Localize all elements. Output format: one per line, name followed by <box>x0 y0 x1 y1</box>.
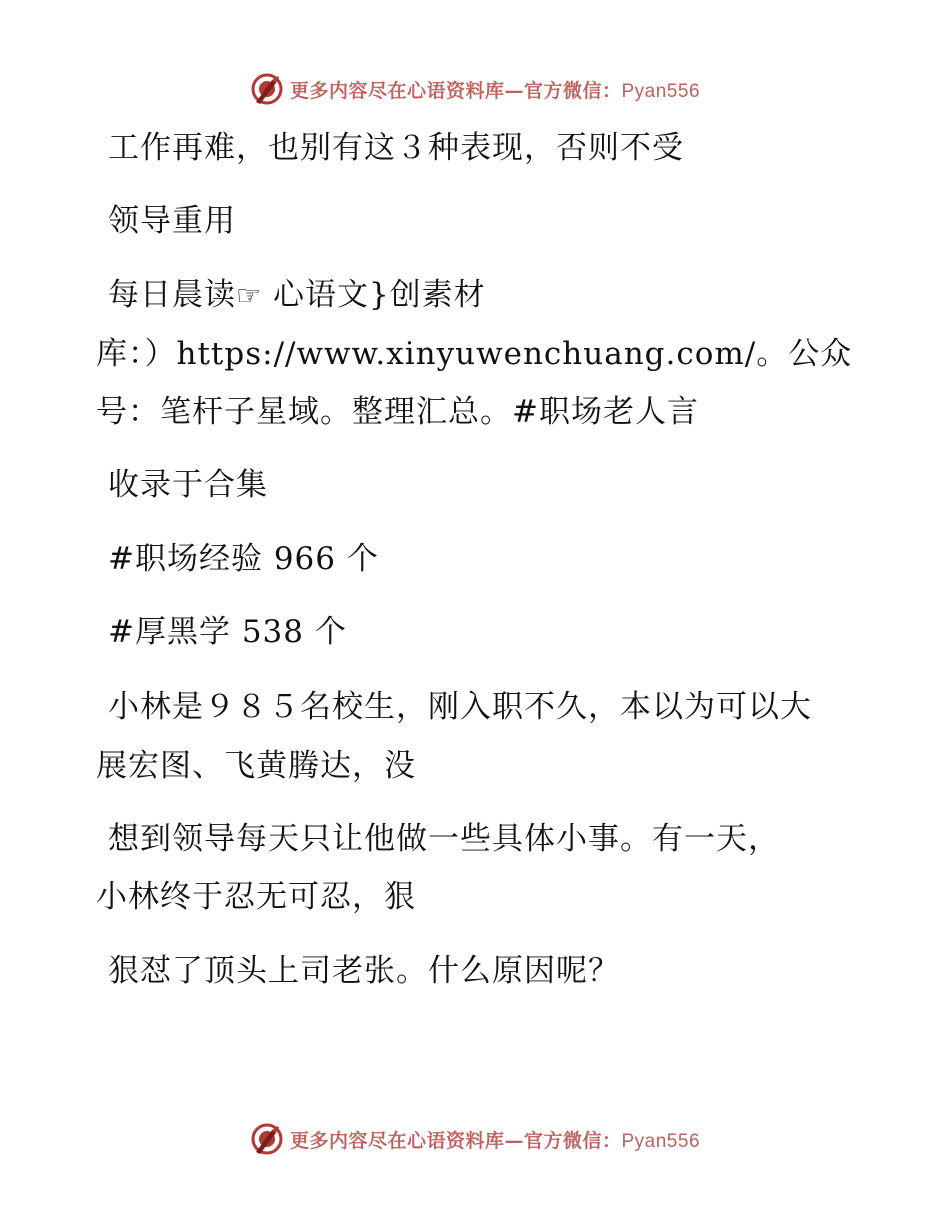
footer-banner-text <box>290 1126 700 1153</box>
paragraph-1-line-1: 小林是９８５名校生，刚入职不久，本以为可以大 <box>108 689 812 725</box>
pointing-hand-icon: ☞ <box>236 279 263 312</box>
header-banner <box>0 72 950 106</box>
footer-banner-handle: Pyan556 <box>621 1130 701 1152</box>
footer-banner-label: 更多内容尽在心语资料库—官方微信： <box>289 1129 622 1152</box>
pen-seal-logo-icon <box>250 72 284 106</box>
source-suffix: 心语文}创素材 <box>262 277 486 313</box>
source-line-2: 库：）https://www.xinyuwenchuang.com/。公众 <box>96 336 853 372</box>
title-line-2: 领导重用 <box>108 203 236 239</box>
header-banner-handle: Pyan556 <box>621 80 701 102</box>
paragraph-2-line-1: 想到领导每天只让他做一些具体小事。有一天， <box>108 821 780 857</box>
paragraph-1-line-2: 展宏图、飞黄腾达，没 <box>96 748 416 784</box>
paragraph-2-line-2: 小林终于忍无可忍，狠 <box>96 879 416 915</box>
header-banner-text <box>290 76 700 103</box>
source-prefix: 每日晨读 <box>108 277 236 313</box>
paragraph-3-line-1: 狠怼了顶头上司老张。什么原因呢？ <box>108 953 620 989</box>
source-line-1 <box>108 275 486 316</box>
pen-seal-logo-icon <box>250 1122 284 1156</box>
footer-banner <box>0 1122 950 1156</box>
tag-workplace-experience: #职场经验 966 个 <box>108 541 379 577</box>
tag-thick-black: #厚黑学 538 个 <box>108 614 347 650</box>
collection-label: 收录于合集 <box>108 467 268 503</box>
header-banner-label: 更多内容尽在心语资料库—官方微信： <box>289 79 622 102</box>
source-line-3: 号：笔杆子星域。整理汇总。#职场老人言 <box>96 394 699 430</box>
title-line-1: 工作再难，也别有这３种表现，否则不受 <box>108 130 684 166</box>
